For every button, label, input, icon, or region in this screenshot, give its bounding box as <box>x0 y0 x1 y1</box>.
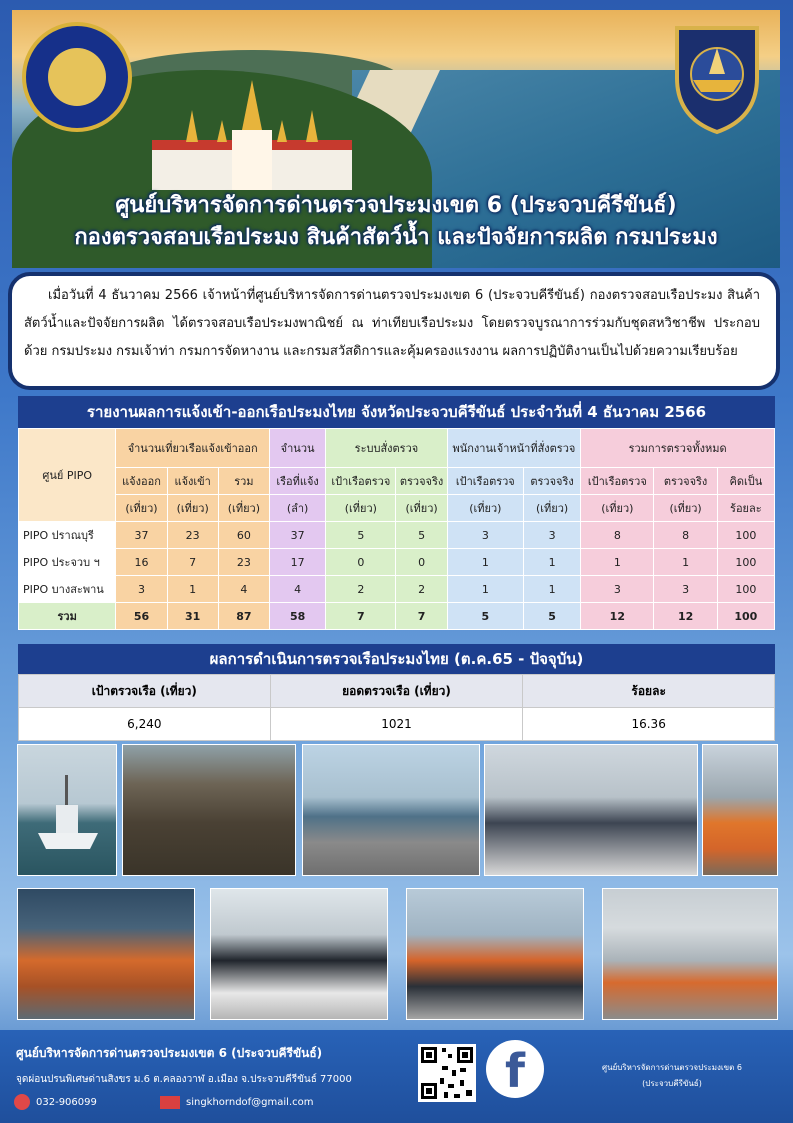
ops-value-row <box>19 708 775 741</box>
cell-off-actual: 1 <box>523 576 580 603</box>
total-row <box>19 603 775 630</box>
row-name: PIPO ปราณบุรี <box>19 522 116 549</box>
table-row <box>19 549 775 576</box>
fb-name-line-2: (ประจวบคีรีขันธ์) <box>642 1079 702 1088</box>
unit-row <box>19 495 775 522</box>
banner-title-line-2: กองตรวจสอบเรือประมง สินค้าสัตว์น้ำ และปัจจัยการผลิต กรมประมง <box>74 225 718 250</box>
cell-off-target: 3 <box>447 522 523 549</box>
phone-icon <box>14 1094 30 1110</box>
sub-header-row <box>19 468 775 495</box>
report-title: รายงานผลการแจ้งเข้า-ออกเรือประมงไทย จังหวัดประจวบคีรีขันธ์ ประจำวันที่ 4 ธันวาคม 2566 <box>18 396 775 428</box>
temple-illustration <box>132 80 372 200</box>
seal-emblem-icon <box>48 48 106 106</box>
sub-off-actual: ตรวจจริง <box>523 468 580 495</box>
cell-all-target: 1 <box>581 549 654 576</box>
cell-off-target: 1 <box>447 549 523 576</box>
unit-boat: (ลำ) <box>269 495 325 522</box>
fb-name-line-1: ศูนย์บริหารจัดการด่านตรวจประมงเขต 6 <box>602 1063 742 1072</box>
unit-trip: (เที่ยว) <box>447 495 523 522</box>
report-table <box>18 428 775 630</box>
row-name: PIPO ประจวบ ฯ <box>19 549 116 576</box>
cell-sum: 23 <box>218 549 269 576</box>
ops-value-inspected: 1021 <box>270 708 523 741</box>
photo-officers-table <box>210 888 388 1020</box>
ops-header-row <box>19 675 775 708</box>
header-trips: จำนวนเที่ยวเรือแจ้งเข้าออก <box>116 429 270 468</box>
photo-fishing-boat <box>17 744 117 876</box>
cell-sum: 60 <box>218 522 269 549</box>
header-officer: พนักงานเจ้าหน้าที่สั่งตรวจ <box>447 429 581 468</box>
facebook-page-name[interactable] <box>572 1060 772 1092</box>
table-row <box>19 522 775 549</box>
total-sum: 87 <box>218 603 269 630</box>
cell-out: 37 <box>116 522 167 549</box>
row-name: PIPO บางสะพาน <box>19 576 116 603</box>
ops-title: ผลการดำเนินการตรวจเรือประมงไทย (ต.ค.65 - ปัจจุบัน) <box>18 644 775 674</box>
cell-in: 1 <box>167 576 218 603</box>
cell-sys-actual: 2 <box>396 576 447 603</box>
cell-sys-target: 0 <box>326 549 396 576</box>
cell-sys-actual: 5 <box>396 522 447 549</box>
cell-sys-target: 2 <box>326 576 396 603</box>
cell-sum: 4 <box>218 576 269 603</box>
total-off-actual: 5 <box>523 603 580 630</box>
cell-out: 3 <box>116 576 167 603</box>
banner-title <box>12 190 780 254</box>
banner-title-line-1: ศูนย์บริหารจัดการด่านตรวจประมงเขต 6 (ประจวบคีรีขันธ์) <box>115 193 677 218</box>
footer-title: ศูนย์บริหารจัดการด่านตรวจประมงเขต 6 (ประจวบคีรีขันธ์) <box>16 1046 323 1060</box>
ops-header-target: เป้าตรวจเรือ (เที่ยว) <box>19 675 271 708</box>
unit-trip: (เที่ยว) <box>581 495 654 522</box>
cell-percent: 100 <box>717 549 774 576</box>
header-count: จำนวน <box>269 429 325 468</box>
sub-sys-target: เป้าเรือตรวจ <box>326 468 396 495</box>
photo-crew-lifejackets <box>702 744 778 876</box>
total-all-actual: 12 <box>654 603 717 630</box>
email-icon <box>160 1096 180 1109</box>
total-in: 31 <box>167 603 218 630</box>
cell-off-target: 1 <box>447 576 523 603</box>
header-center: ศูนย์ PIPO <box>19 429 116 522</box>
cell-boats: 4 <box>269 576 325 603</box>
total-label: รวม <box>19 603 116 630</box>
cell-percent: 100 <box>717 522 774 549</box>
unit-trip: (เที่ยว) <box>654 495 717 522</box>
header-system: ระบบสั่งตรวจ <box>326 429 447 468</box>
unit-trip: (เที่ยว) <box>396 495 447 522</box>
cell-all-actual: 8 <box>654 522 717 549</box>
cell-all-target: 3 <box>581 576 654 603</box>
sub-off-target: เป้าเรือตรวจ <box>447 468 523 495</box>
total-sys-target: 7 <box>326 603 396 630</box>
total-all-target: 12 <box>581 603 654 630</box>
facebook-icon[interactable]: f <box>486 1040 544 1098</box>
photo-fishing-nets <box>122 744 296 876</box>
footer-email[interactable]: singkhorndof@gmail.com <box>186 1097 314 1108</box>
unit-percent: ร้อยละ <box>717 495 774 522</box>
cell-percent: 100 <box>717 576 774 603</box>
cell-sys-target: 5 <box>326 522 396 549</box>
intro-paragraph: เมื่อวันที่ 4 ธันวาคม 2566 เจ้าหน้าที่ศูนย์บริหารจัดการด่านตรวจประมงเขต 6 (ประจวบคีรีขันธ์) กองตรวจสอบเรือประมง สินค้าสัตว์น้ำและปัจจัยการผลิต ได้ตรวจสอบเรือประมงพาณิชย์ ณ ท่าเทียบเรือประมง โดยตรวจบูรณาการร่วมกับชุดสหวิชาชีพ ประกอบด้วย กรมประมง กรมเจ้าท่า กรมการจัดหางาน และกรมสวัสดิการและคุ้มครองแรงงาน ผลการปฏิบัติงานเป็นไปด้วยความเรียบร้อย <box>8 272 780 390</box>
photo-crew-on-deck <box>17 888 195 1020</box>
photo-officers-pier <box>406 888 584 1020</box>
sub-in: แจ้งเข้า <box>167 468 218 495</box>
cell-all-actual: 1 <box>654 549 717 576</box>
unit-trip: (เที่ยว) <box>326 495 396 522</box>
ops-header-inspected: ยอดตรวจเรือ (เที่ยว) <box>270 675 523 708</box>
footer-address: จุดผ่อนปรนพิเศษด่านสิงขร ม.6 ต.คลองวาฬ อ.เมือง จ.ประจวบคีรีขันธ์ 77000 <box>16 1074 352 1085</box>
sub-all-actual: ตรวจจริง <box>654 468 717 495</box>
sub-sys-actual: ตรวจจริง <box>396 468 447 495</box>
cell-boats: 37 <box>269 522 325 549</box>
sub-boats: เรือที่แจ้ง <box>269 468 325 495</box>
ops-table <box>18 674 775 741</box>
ops-value-target: 6,240 <box>19 708 271 741</box>
sub-all-target: เป้าเรือตรวจ <box>581 468 654 495</box>
footer-phone[interactable]: 032-906099 <box>36 1097 97 1108</box>
header-all: รวมการตรวจทั้งหมด <box>581 429 775 468</box>
total-percent: 100 <box>717 603 774 630</box>
photo-document-check <box>484 744 698 876</box>
sub-out: แจ้งออก <box>116 468 167 495</box>
fishery-inspection-badge-logo <box>667 18 767 136</box>
cell-off-actual: 3 <box>523 522 580 549</box>
cell-out: 16 <box>116 549 167 576</box>
total-sys-actual: 7 <box>396 603 447 630</box>
qr-code-icon[interactable] <box>418 1044 476 1102</box>
sub-percent: คิดเป็น <box>717 468 774 495</box>
boat-icon <box>18 745 117 876</box>
cell-off-actual: 1 <box>523 549 580 576</box>
total-out: 56 <box>116 603 167 630</box>
sub-sum: รวม <box>218 468 269 495</box>
unit-trip: (เที่ยว) <box>167 495 218 522</box>
cell-boats: 17 <box>269 549 325 576</box>
cell-in: 23 <box>167 522 218 549</box>
unit-trip: (เที่ยว) <box>116 495 167 522</box>
unit-trip: (เที่ยว) <box>523 495 580 522</box>
total-boats: 58 <box>269 603 325 630</box>
ops-header-percent: ร้อยละ <box>523 675 775 708</box>
unit-trip: (เที่ยว) <box>218 495 269 522</box>
table-row <box>19 576 775 603</box>
photo-harbor-inspection <box>302 744 480 876</box>
total-off-target: 5 <box>447 603 523 630</box>
cell-in: 7 <box>167 549 218 576</box>
cell-all-actual: 3 <box>654 576 717 603</box>
fisheries-seal-logo <box>22 22 132 132</box>
cell-all-target: 8 <box>581 522 654 549</box>
ops-value-percent: 16.36 <box>523 708 775 741</box>
photo-group-under-pier <box>602 888 778 1020</box>
group-header-row <box>19 429 775 468</box>
header-banner <box>12 10 780 268</box>
cell-sys-actual: 0 <box>396 549 447 576</box>
